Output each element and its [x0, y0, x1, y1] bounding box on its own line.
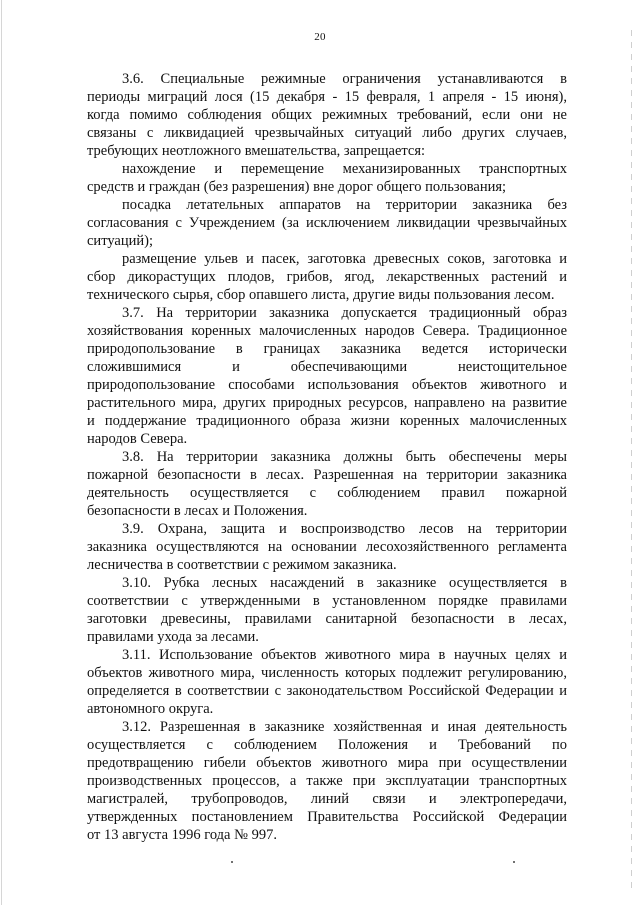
- paragraph-3-11-line: автономного округа.: [87, 701, 214, 717]
- page-number: 20: [314, 31, 326, 43]
- paragraph-3-10-line: 3.10. Рубка лесных насаждений в заказнике осуществляется в: [122, 575, 567, 591]
- paragraph-3-10-line: заготовки древесины, правилами санитарной безопасности в лесах,: [87, 611, 567, 627]
- paragraph-3-11-line: определяется в соответствии с законодательством Российской Федерации и: [87, 683, 567, 699]
- paragraph-3-7-line: хозяйствования коренных малочисленных народов Севера. Традиционное: [87, 323, 567, 339]
- prohibition-item-line: сбор дикорастущих плодов, грибов, ягод, лекарственных растений и: [87, 269, 567, 285]
- prohibition-item-line: посадка летательных аппаратов на территории заказника без: [122, 197, 567, 213]
- scan-edge-right: [631, 30, 632, 890]
- paragraph-3-7-line: природопользование способами использования объектов животного и: [87, 377, 567, 393]
- prohibition-item-line: размещение ульев и пасек, заготовка древесных соков, заготовка и: [122, 251, 567, 267]
- paragraph-3-7-line: природопользование в границах заказника ведется исторически: [87, 341, 567, 357]
- paragraph-3-6-line: требующих неотложного вмешательства, запрещается:: [87, 143, 426, 159]
- paragraph-3-7-line: 3.7. На территории заказника допускается традиционный образ: [122, 305, 567, 321]
- paragraph-3-12-line: утвержденных постановлением Правительства Российской Федерации: [87, 809, 567, 825]
- paragraph-3-9-line: заказника осуществляются на основании лесохозяйственного регламента: [87, 539, 567, 555]
- paragraph-3-11-line: объектов животного мира, численность которых подлежит регулированию,: [87, 665, 567, 681]
- paragraph-3-10-line: правилами ухода за лесами.: [87, 629, 259, 645]
- paragraph-3-7-line: народов Севера.: [87, 431, 188, 447]
- paragraph-3-6-line: 3.6. Специальные режимные ограничения устанавливаются в: [122, 71, 567, 87]
- prohibition-item-line: нахождение и перемещение механизированных транспортных: [122, 161, 567, 177]
- paragraph-3-6-line: когда помимо соблюдения общих режимных требований, если они не: [87, 107, 567, 123]
- prohibition-item-line: технического сырья, сбор опавшего листа, другие виды пользования лесом.: [87, 287, 555, 303]
- paragraph-3-12-line: от 13 августа 1996 года № 997.: [87, 827, 277, 843]
- paragraph-3-6-line: периоды миграций лося (15 декабря - 15 февраля, 1 апреля - 15 июня),: [87, 89, 567, 105]
- paragraph-3-9-line: лесничества в соответствии с режимом заказника.: [87, 557, 397, 573]
- paragraph-3-6-line: связаны с ликвидацией чрезвычайных ситуаций либо других случаев,: [87, 125, 567, 141]
- paragraph-3-11-line: 3.11. Использование объектов животного мира в научных целях и: [122, 647, 567, 663]
- paragraph-3-12-line: производственных процессов, а также при эксплуатации транспортных: [87, 773, 567, 789]
- paragraph-3-7-line: сложившимися и обеспечивающими неистощительное: [87, 359, 567, 375]
- paragraph-3-12-line: предотвращению гибели объектов животного мира при осуществлении: [87, 755, 567, 771]
- scan-speck: [513, 861, 515, 863]
- paragraph-3-8-line: 3.8. На территории заказника должны быть обеспечены меры: [122, 449, 567, 465]
- paragraph-3-9-line: 3.9. Охрана, защита и воспроизводство лесов на территории: [122, 521, 567, 537]
- paragraph-3-10-line: соответствии с утвержденными в установленном порядке правилами: [87, 593, 567, 609]
- paragraph-3-8-line: безопасности в лесах и Положения.: [87, 503, 308, 519]
- prohibition-item-line: ситуаций);: [87, 233, 153, 249]
- paragraph-3-8-line: деятельность осуществляется с соблюдением правил пожарной: [87, 485, 567, 501]
- paragraph-3-7-line: и поддержание традиционного образа жизни коренных малочисленных: [87, 413, 567, 429]
- scan-edge-left: [1, 0, 2, 905]
- paragraph-3-12-line: 3.12. Разрешенная в заказнике хозяйственная и иная деятельность: [122, 719, 567, 735]
- paragraph-3-8-line: пожарной безопасности в лесах. Разрешенная на территории заказника: [87, 467, 567, 483]
- prohibition-item-line: средств и граждан (без разрешения) вне дорог общего пользования;: [87, 179, 507, 195]
- scan-speck: [231, 861, 233, 863]
- paragraph-3-12-line: магистралей, трубопроводов, линий связи и электропередачи,: [87, 791, 567, 807]
- prohibition-item-line: согласования с Учреждением (за исключением ликвидации чрезвычайных: [87, 215, 567, 231]
- paragraph-3-7-line: растительного мира, других природных ресурсов, направлено на развитие: [87, 395, 567, 411]
- document-body: [87, 70, 567, 844]
- paragraph-3-12-line: осуществляется с соблюдением Положения и Требований по: [87, 737, 567, 753]
